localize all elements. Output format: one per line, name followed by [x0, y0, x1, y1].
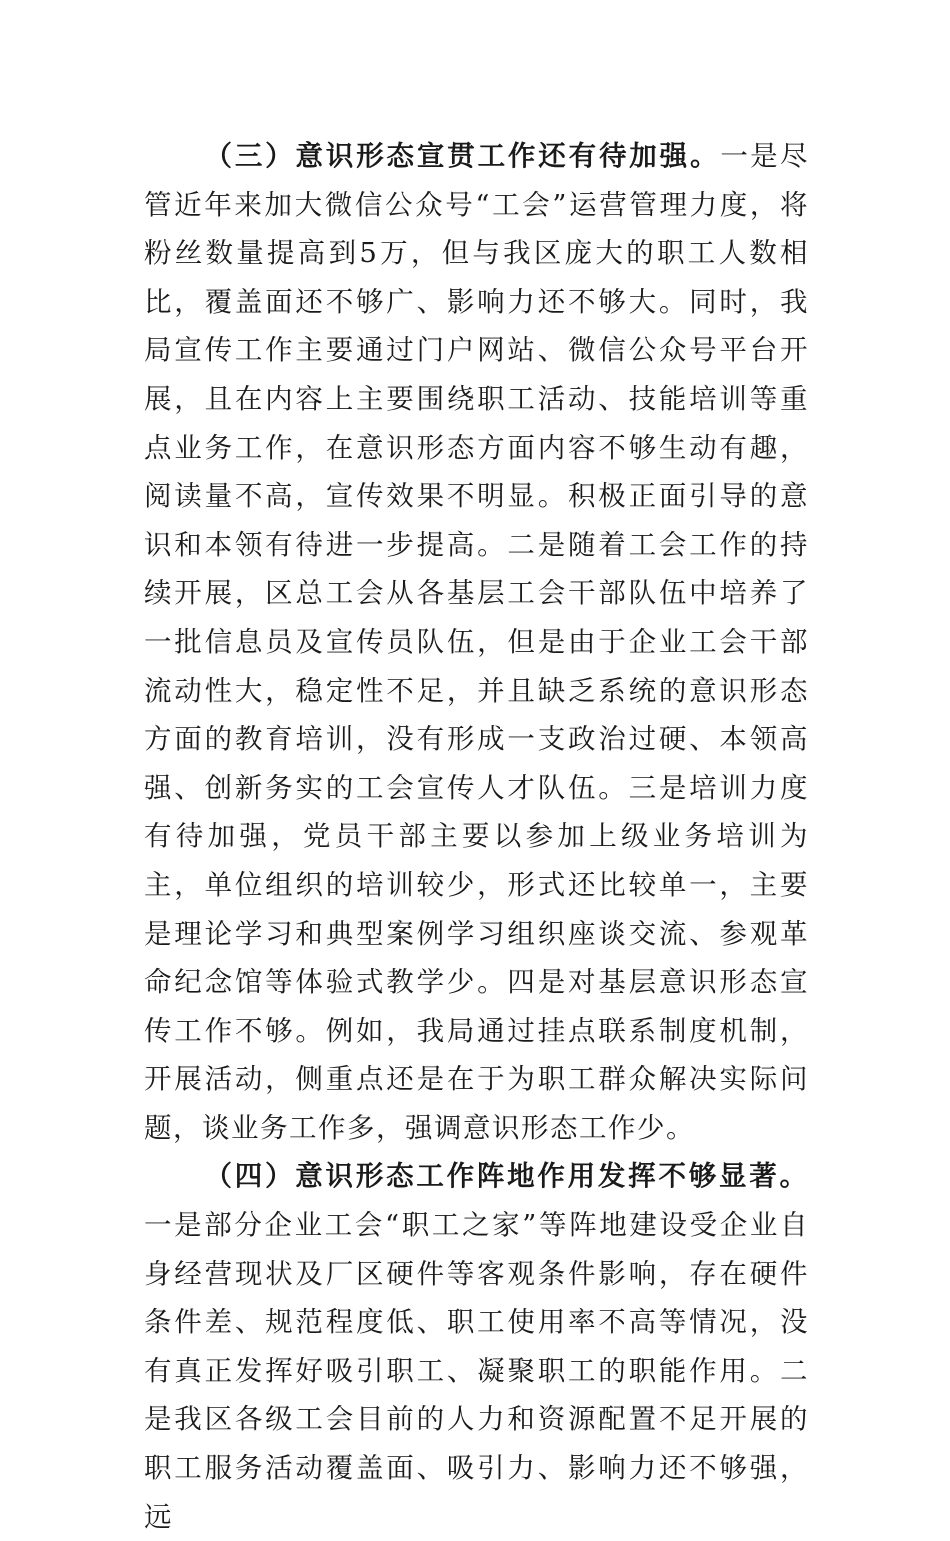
section-4-body: 一是部分企业工会“职工之家”等阵地建设受企业自身经营现状及厂区硬件等客观条件影响，存在硬件条件差、规范程度低、职工使用率不高等情况，没有真正发挥好吸引职工、凝聚职工的职能作用。二是我区各级工会目前的人力和资源配置不足开展的职工服务活动覆盖面、吸引力、影响力还不够强，远: [144, 1209, 809, 1533]
paragraph-section-4: [144, 1152, 809, 1541]
section-3-heading: （三）意识形态宣贯工作还有待加强。: [204, 140, 721, 172]
paragraph-section-3: [144, 132, 809, 1152]
section-3-body: 一是尽管近年来加大微信公众号“工会”运营管理力度，将粉丝数量提高到5万，但与我区庞大的职工人数相比，覆盖面还不够广、影响力还不够大。同时，我局宣传工作主要通过门户网站、微信公众号平台开展，且在内容上主要围绕职工活动、技能培训等重点业务工作，在意识形态方面内容不够生动有趣，阅读量不高，宣传效果不明显。积极正面引导的意识和本领有待进一步提高。二是随着工会工作的持续开展，区总工会从各基层工会干部队伍中培养了一批信息员及宣传员队伍，但是由于企业工会干部流动性大，稳定性不足，并且缺乏系统的意识形态方面的教育培训，没有形成一支政治过硬、本领高强、创新务实的工会宣传人才队伍。三是培训力度有待加强，党员干部主要以参加上级业务培训为主，单位组织的培训较少，形式还比较单一，主要是理论学习和典型案例学习组织座谈交流、参观革命纪念馆等体验式教学少。四是对基层意识形态宣传工作不够。例如，我局通过挂点联系制度机制，开展活动，侧重点还是在于为职工群众解决实际问题，谈业务工作多，强调意识形态工作少。: [144, 140, 810, 1144]
section-4-heading: （四）意识形态工作阵地作用发挥不够显著。: [204, 1160, 809, 1193]
document-body: [144, 132, 809, 1541]
